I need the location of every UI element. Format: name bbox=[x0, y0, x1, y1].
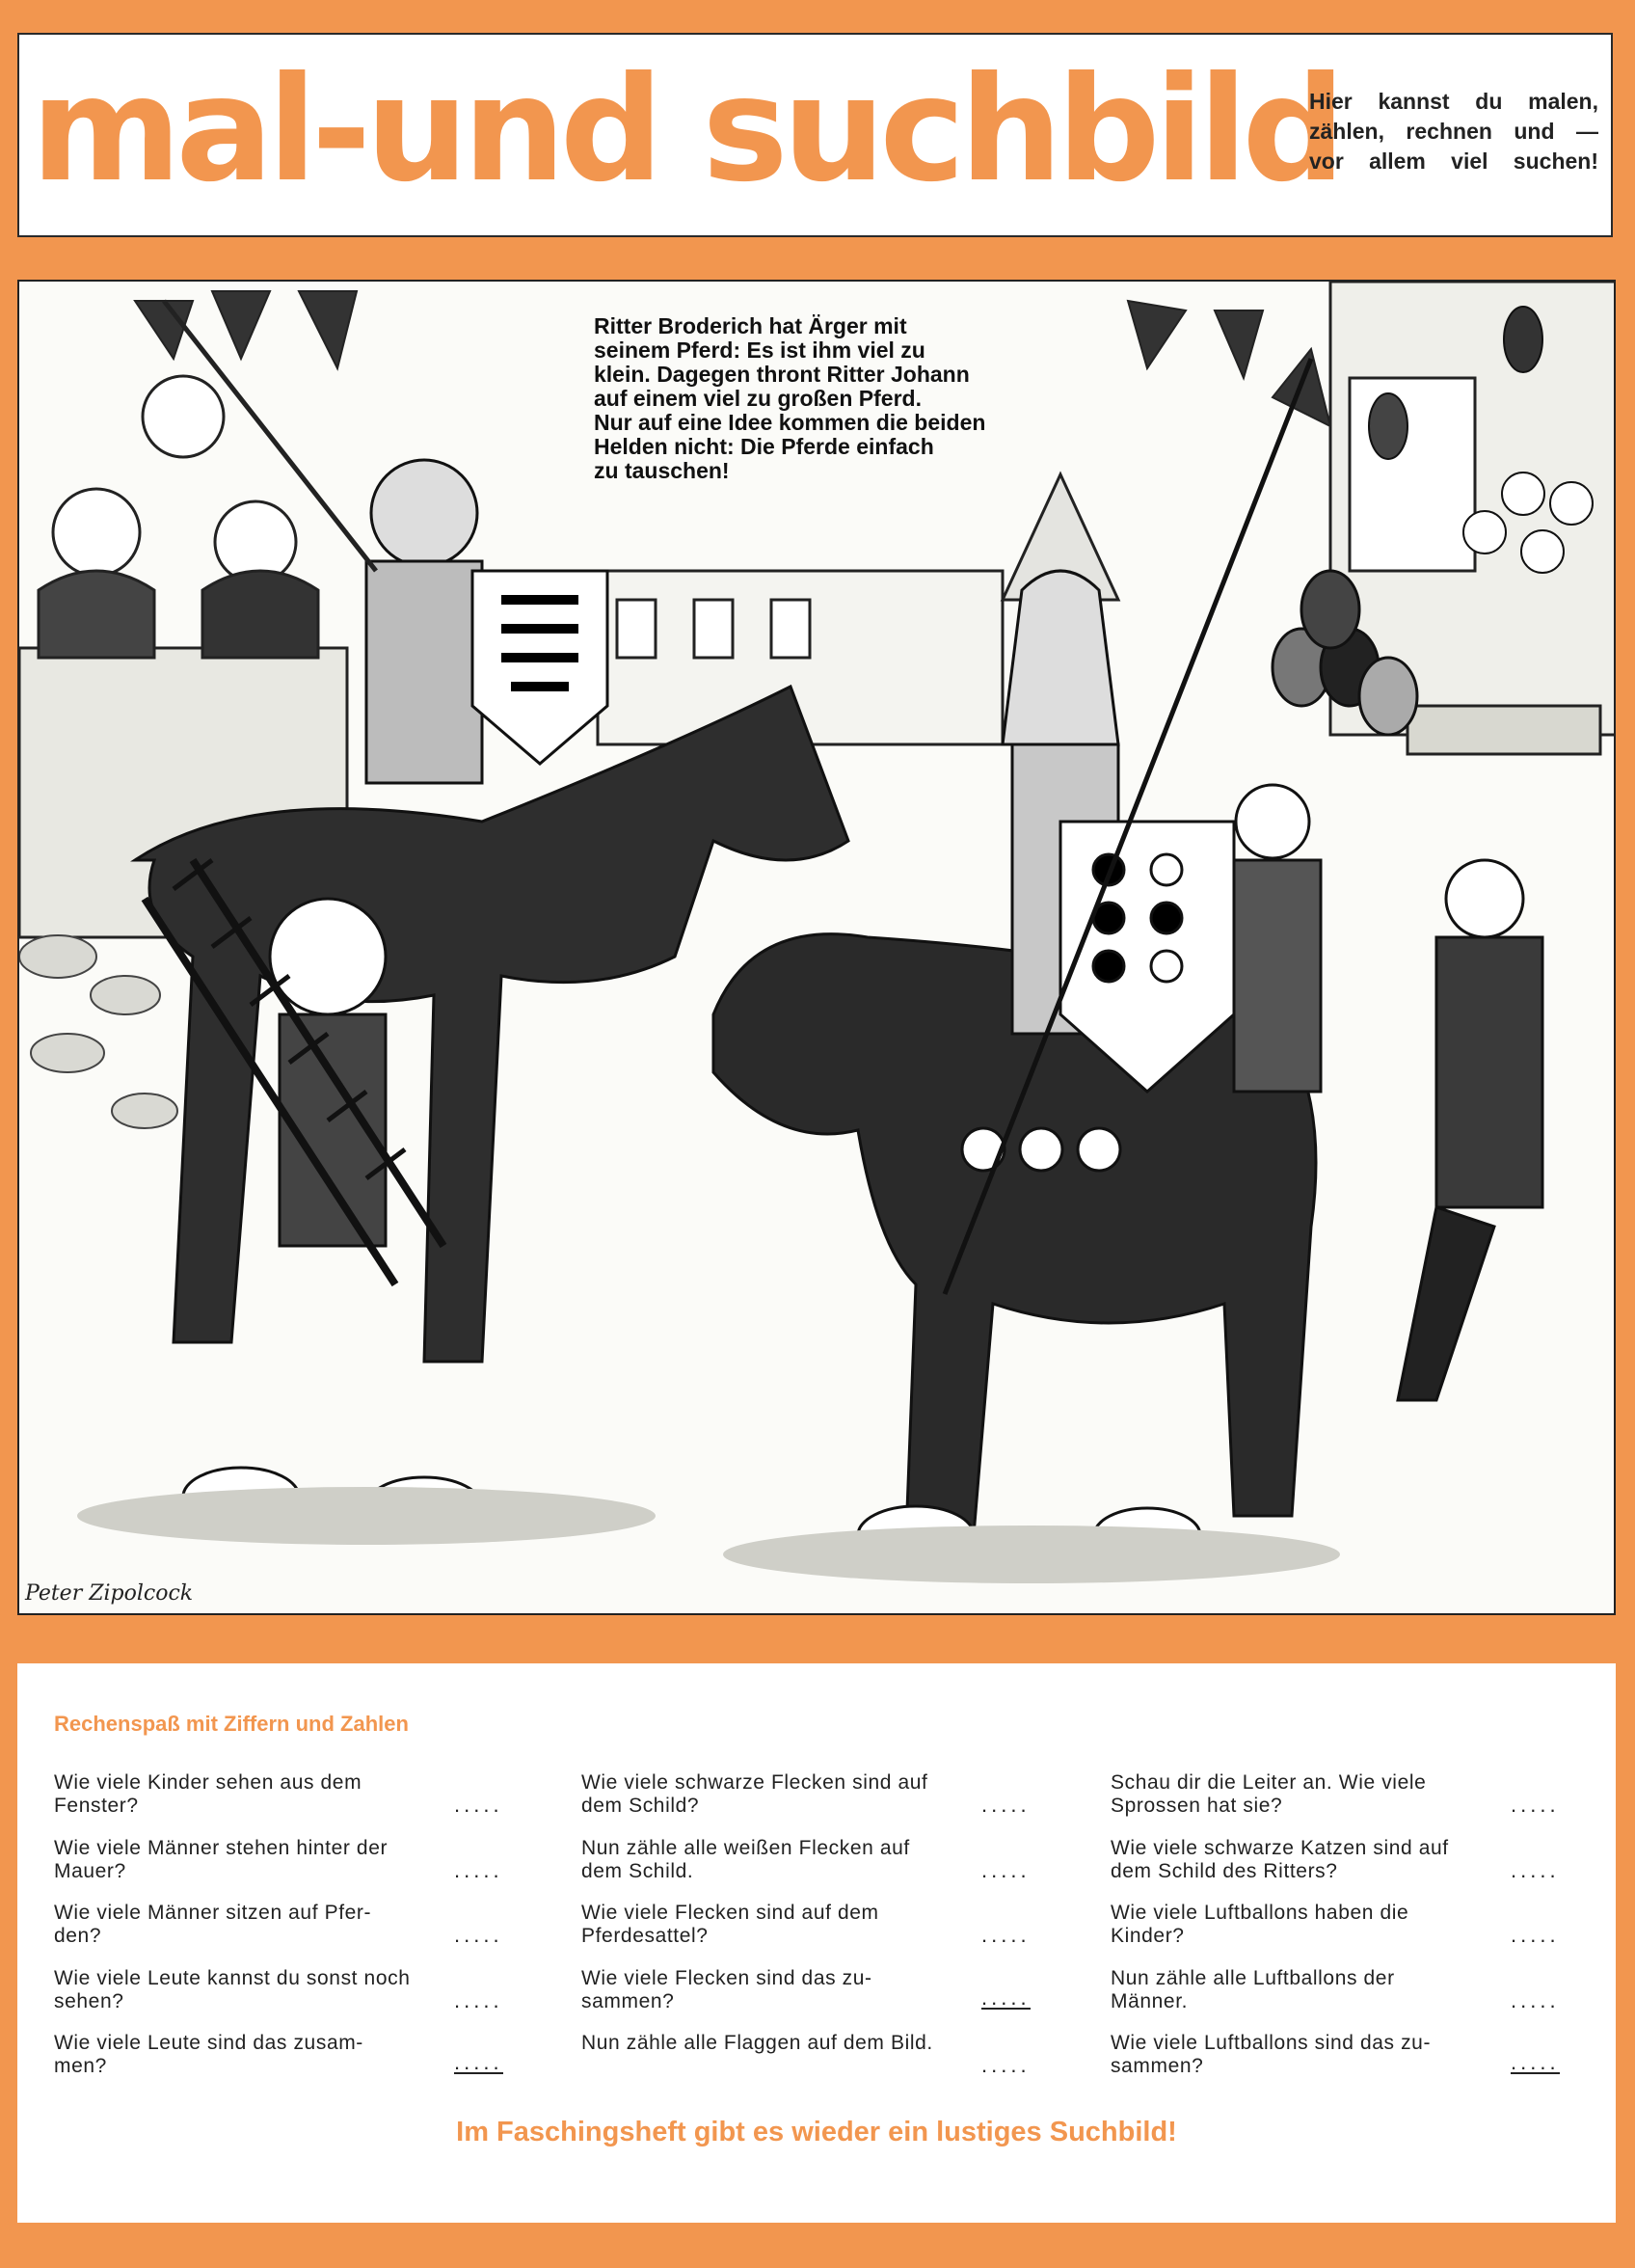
answer-blank[interactable]: ..... bbox=[981, 1923, 1031, 1947]
caption-line: auf einem viel zu großen Pferd. bbox=[594, 386, 922, 411]
question-text: Nun zähle alle weißen Flecken auf dem Schild. bbox=[581, 1836, 910, 1882]
caption-line: Ritter Broderich hat Ärger mit bbox=[594, 313, 907, 338]
quiz-box bbox=[17, 1663, 1616, 2223]
quiz-footer-note: Im Faschingsheft gibt es wieder ein lustiges Suchbild! bbox=[456, 2117, 1177, 2147]
page-title: mal-und suchbild bbox=[31, 46, 1340, 214]
question-text: Wie viele Leute sind das zusam-men? bbox=[54, 2032, 363, 2077]
answer-blank[interactable]: ..... bbox=[981, 1793, 1031, 1817]
answer-blank[interactable]: ..... bbox=[454, 1857, 503, 1882]
blurb-line: vor allem viel suchen! bbox=[1309, 148, 1598, 174]
quiz-question bbox=[581, 1967, 1063, 2033]
search-picture-illustration bbox=[17, 280, 1616, 1615]
quiz-column-1 bbox=[54, 1771, 536, 2097]
answer-blank[interactable]: ..... bbox=[454, 1793, 503, 1817]
question-text: Wie viele Männer stehen hinter der Mauer? bbox=[54, 1836, 389, 1882]
quiz-question bbox=[581, 1902, 1063, 1967]
illustration-caption bbox=[594, 314, 1095, 483]
answer-blank[interactable]: ..... bbox=[1511, 1987, 1560, 2012]
answer-blank[interactable]: ..... bbox=[454, 1987, 503, 2012]
question-text: Schau dir die Leiter an. Wie viele Sprossen hat sie? bbox=[1111, 1771, 1427, 1817]
question-text: Nun zähle alle Flaggen auf dem Bild. bbox=[581, 2032, 933, 2054]
question-text: Wie viele schwarze Flecken sind auf dem Schild? bbox=[581, 1771, 928, 1817]
answer-blank[interactable]: ..... bbox=[1511, 1923, 1560, 1947]
caption-line: klein. Dagegen thront Ritter Johann bbox=[594, 362, 970, 387]
quiz-column-2 bbox=[581, 1771, 1063, 2097]
quiz-question bbox=[54, 1771, 536, 1837]
question-text: Wie viele Flecken sind auf dem Pferdesattel? bbox=[581, 1902, 879, 1947]
question-text: Wie viele schwarze Katzen sind auf dem Schild des Ritters? bbox=[1111, 1836, 1449, 1882]
question-text: Wie viele Luftballons sind das zu-sammen? bbox=[1111, 2032, 1432, 2077]
quiz-question bbox=[54, 2032, 536, 2097]
quiz-question bbox=[581, 1771, 1063, 1837]
quiz-question bbox=[54, 1902, 536, 1967]
answer-blank[interactable]: ..... bbox=[1511, 1857, 1560, 1882]
quiz-column-3 bbox=[1111, 1771, 1593, 2097]
caption-line: Helden nicht: Die Pferde einfach bbox=[594, 434, 934, 459]
answer-blank-total[interactable]: ..... bbox=[1511, 2050, 1560, 2074]
quiz-question bbox=[1111, 1771, 1593, 1837]
answer-blank-total[interactable]: ..... bbox=[454, 2050, 503, 2074]
question-text: Wie viele Flecken sind das zu-sammen? bbox=[581, 1966, 872, 2012]
jester-right bbox=[1398, 860, 1542, 1400]
caption-line: seinem Pferd: Es ist ihm viel zu bbox=[594, 338, 925, 363]
answer-blank-total[interactable]: ..... bbox=[981, 1984, 1031, 2010]
quiz-question bbox=[1111, 2032, 1593, 2097]
quiz-question bbox=[581, 1837, 1063, 1903]
quiz-question bbox=[1111, 1837, 1593, 1903]
caption-line: zu tauschen! bbox=[594, 458, 730, 483]
answer-blank[interactable]: ..... bbox=[1511, 1793, 1560, 1817]
question-text: Wie viele Luftballons haben die Kinder? bbox=[1111, 1902, 1409, 1947]
caption-line: Nur auf eine Idee kommen die beiden bbox=[594, 410, 986, 435]
artist-signature: Peter Zipolcock bbox=[25, 1581, 194, 1606]
header-box bbox=[17, 33, 1613, 237]
cobblestones bbox=[19, 935, 177, 1128]
blurb-line: zählen, rechnen und — bbox=[1309, 119, 1598, 144]
header-blurb bbox=[1309, 87, 1598, 176]
quiz-question bbox=[581, 2032, 1063, 2097]
answer-blank[interactable]: ..... bbox=[454, 1923, 503, 1947]
question-text: Wie viele Kinder sehen aus dem Fenster? bbox=[54, 1771, 362, 1817]
quiz-question bbox=[54, 1837, 536, 1903]
quiz-question bbox=[1111, 1967, 1593, 2033]
answer-blank[interactable]: ..... bbox=[981, 2053, 1031, 2077]
question-text: Wie viele Leute kannst du sonst noch sehen? bbox=[54, 1966, 411, 2012]
blurb-line: Hier kannst du malen, bbox=[1309, 89, 1598, 114]
quiz-question bbox=[1111, 1902, 1593, 1967]
question-text: Nun zähle alle Luftballons der Männer. bbox=[1111, 1966, 1395, 2012]
question-text: Wie viele Männer sitzen auf Pfer-den? bbox=[54, 1902, 372, 1947]
quiz-heading: Rechenspaß mit Ziffern und Zahlen bbox=[54, 1712, 409, 1736]
answer-blank[interactable]: ..... bbox=[981, 1857, 1031, 1882]
quiz-question bbox=[54, 1967, 536, 2033]
ground-shadows bbox=[77, 1487, 1340, 1583]
